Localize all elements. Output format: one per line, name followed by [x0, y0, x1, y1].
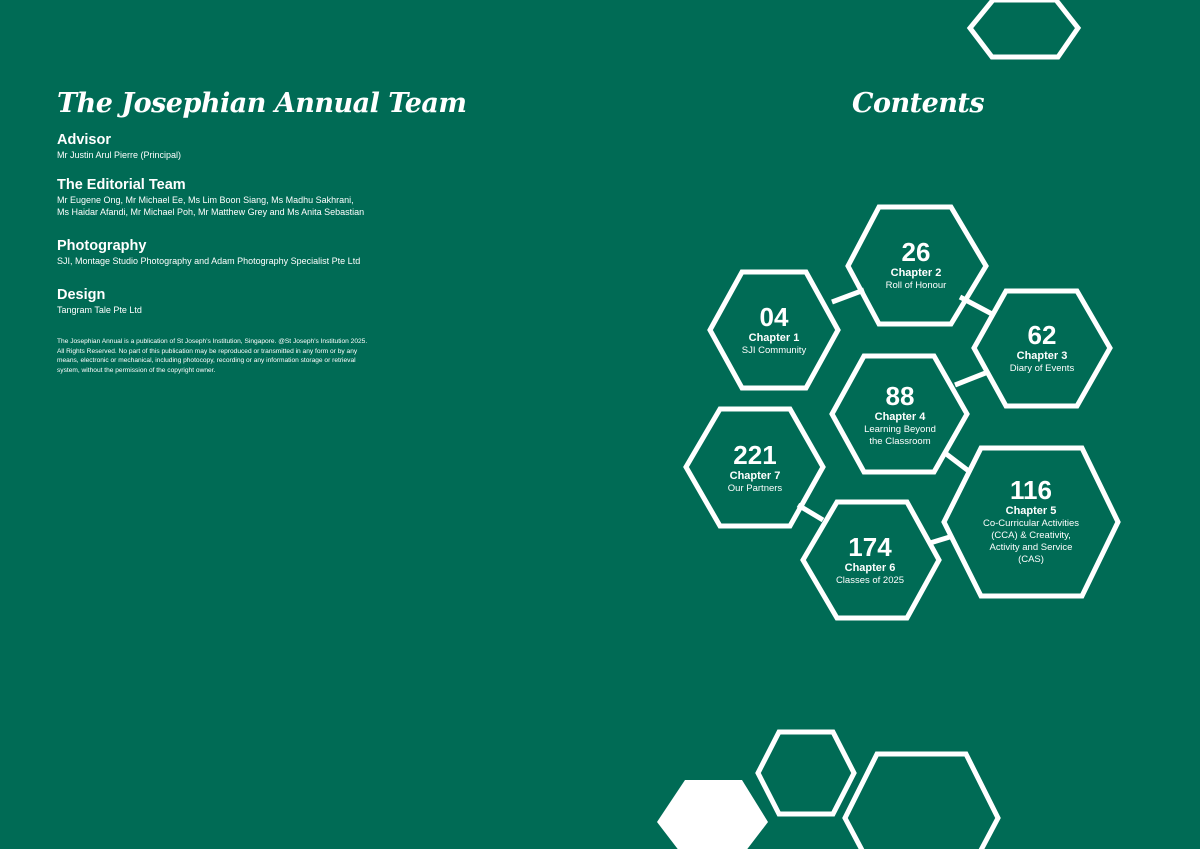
- chapter-4-label: [825, 382, 975, 448]
- chapter-7-title: Our Partners: [727, 483, 783, 494]
- chapter-6-label: [795, 533, 945, 587]
- chapter-6-number: Chapter 6: [844, 562, 896, 574]
- chapter-3-title: Diary of Events: [1009, 363, 1075, 374]
- disclaimer-line-4: system, without the permission of the copyright owner.: [57, 366, 216, 374]
- disclaimer-line-2: All Rights Reserved. No part of this publication may be reproduced or transmitted in any form or by any: [57, 347, 358, 355]
- chapter-7-page: 221: [733, 440, 777, 470]
- decorative-filled-hexagon: [657, 780, 768, 849]
- chapter-5-label: [956, 476, 1106, 566]
- decorative-hexagon: [758, 732, 854, 814]
- chapter-7-number: Chapter 7: [729, 470, 781, 482]
- chapter-2-label: [841, 238, 991, 292]
- chapter-4-number: Chapter 4: [874, 411, 926, 423]
- chapter-5-number: Chapter 5: [1005, 505, 1057, 517]
- chapter-2-number: Chapter 2: [890, 267, 942, 279]
- chapter-3-number: Chapter 3: [1016, 350, 1068, 362]
- chapter-4-title-line-1: Learning Beyond: [864, 424, 936, 435]
- chapter-5-title-line-2: (CCA) & Creativity,: [991, 530, 1071, 541]
- chapter-5-title-line-1: Co-Curricular Activities: [982, 518, 1080, 529]
- chapter-6-title: Classes of 2025: [835, 575, 905, 586]
- chapter-4-title-line-2: the Classroom: [869, 436, 931, 447]
- photography-text: SJI, Montage Studio Photography and Adam Photography Specialist Pte Ltd: [57, 256, 361, 266]
- decorative-hexagon: [845, 754, 998, 849]
- advisor-heading: Advisor: [57, 132, 111, 148]
- team-title: The Josephian Annual Team: [57, 88, 467, 119]
- chapter-1-title: SJI Community: [741, 345, 807, 356]
- chapter-1-page: 04: [759, 302, 789, 332]
- chapter-5-page: 116: [1010, 475, 1052, 505]
- chapter-4-page: 88: [885, 381, 915, 411]
- disclaimer-line-1: The Josephian Annual is a publication of St Joseph's Institution, Singapore. @St Joseph's Institution 2025.: [57, 338, 368, 345]
- editorial-line-1: Mr Eugene Ong, Mr Michael Ee, Ms Lim Boon Siang, Ms Madhu Sakhrani,: [57, 195, 354, 205]
- chapter-3-label: [967, 321, 1117, 375]
- design-heading: Design: [57, 287, 106, 303]
- editorial-heading: The Editorial Team: [57, 177, 186, 193]
- connector-line: [945, 453, 970, 472]
- chapter-6-page: 174: [848, 532, 892, 562]
- decorative-hexagon: [970, 0, 1078, 57]
- advisor-text: Mr Justin Arul Pierre (Principal): [57, 150, 182, 160]
- chapter-1-number: Chapter 1: [748, 332, 800, 344]
- chapter-2-title: Roll of Honour: [885, 280, 947, 291]
- photography-heading: Photography: [57, 238, 147, 254]
- editorial-line-2: Ms Haidar Afandi, Mr Michael Poh, Mr Matthew Grey and Ms Anita Sebastian: [57, 207, 365, 217]
- contents-title: Contents: [852, 88, 985, 119]
- chapter-7-label: [680, 441, 830, 495]
- chapter-5-title-line-3: Activity and Service: [989, 542, 1073, 553]
- disclaimer-line-3: means, electronic or mechanical, including photocopy, recording or any information storage or retrieval: [57, 357, 356, 365]
- chapter-3-page: 62: [1027, 320, 1057, 350]
- chapter-2-page: 26: [901, 237, 931, 267]
- chapter-1-label: [699, 303, 849, 357]
- design-text: Tangram Tale Pte Ltd: [57, 305, 142, 315]
- chapter-5-title-line-4: (CAS): [1018, 554, 1044, 565]
